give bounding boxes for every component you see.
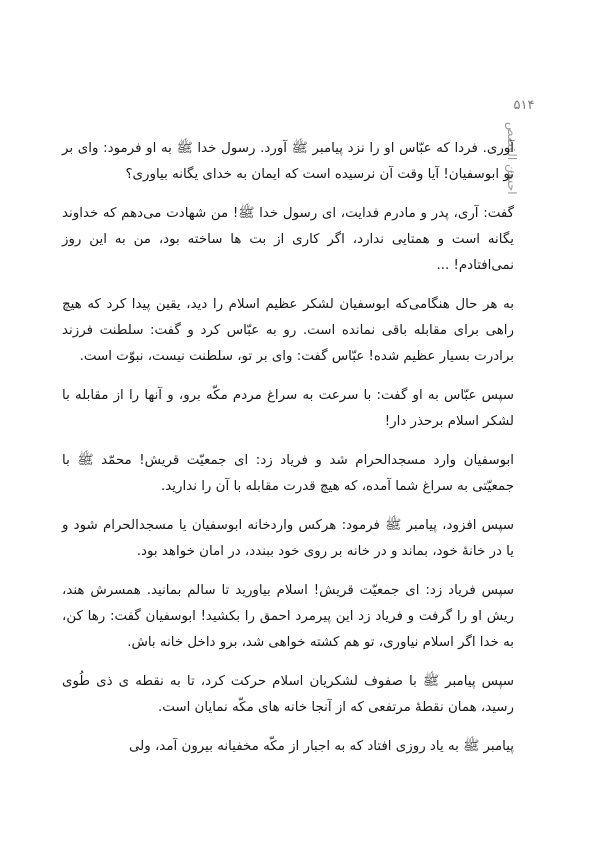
paragraph: سپس افزود، پیامبر ﷺ فرمود: هرکس واردخانه ابوسفیان یا مسجدالحرام شود و یا در خانهٔ خود، بماند و در خانه بر روی خود ببندد، در امان خواهد بود. [62, 518, 514, 559]
paragraph: گفت: آری، پدر و مادرم فدایت، ای رسول خدا ﷺ! من شهادت می‌دهم که خداوند یگانه است و همتایی ندارد، اگر کاری از بت ها ساخته بود، من به این روز نمی‌افتادم! ... [62, 206, 514, 273]
running-title: احسن القصص [505, 122, 519, 195]
paragraph: سپس فریاد زد: ای جمعیّت قریش! اسلام بیاورید تا سالم بمانید. همسرش هند، ریش او را گرفت و فریاد زد این پیرمرد احمق را بکشید! ابوسفیان گفت: رها کن، به خدا اگر اسلام نیاوری، تو هم کشته خواهی شد، برو داخل خانه باش. [62, 583, 514, 650]
paragraph: سپس عبّاس به او گفت: با سرعت به سراغ مردم مکّه برو، و آنها را از مقابله با لشکر اسلام برحذر دار! [62, 388, 514, 429]
paragraph: به هر حال هنگامی‌که ابوسفیان لشکر عظیم اسلام را دید، یقین پیدا کرد که هیچ راهی برای مقابله باقی نمانده است. رو به عبّاس کرد و گفت: سلطنت فرزند برادرت بسیار عظیم شده! عبّاس گفت: وای بر تو، سلطنت نیست، نبوّت است. [62, 297, 514, 364]
paragraph: پیامبر ﷺ به یاد روزی افتاد که به اجبار از مکّه مخفیانه بیرون آمد، ولی [129, 739, 514, 754]
paragraph: ابوسفیان وارد مسجدالحرام شد و فریاد زد: ای جمعیّت قریش! محمّد ﷺ با جمعیّتی به سراغ شما آمده، که هیچ قدرت مقابله با آن را ندارید. [62, 453, 514, 494]
page-number: ۵۱۴ [513, 98, 535, 113]
paragraph: آوری. فردا که عبّاس او را نزد پیامبر ﷺ آورد. رسول خدا ﷺ به او فرمود: وای بر تو ابوسفیان! آیا وقت آن نرسیده است که ایمان به خدای یگانه بیاوری؟ [62, 141, 514, 182]
body-text [62, 136, 514, 773]
paragraph: سپس پیامبر ﷺ با صفوف لشکریان اسلام حرکت کرد، تا به نقطه ی ذی طُوی رسید، همان نقطهٔ مرتفعی که از آنجا خانه های مکّه نمایان است. [62, 674, 514, 715]
